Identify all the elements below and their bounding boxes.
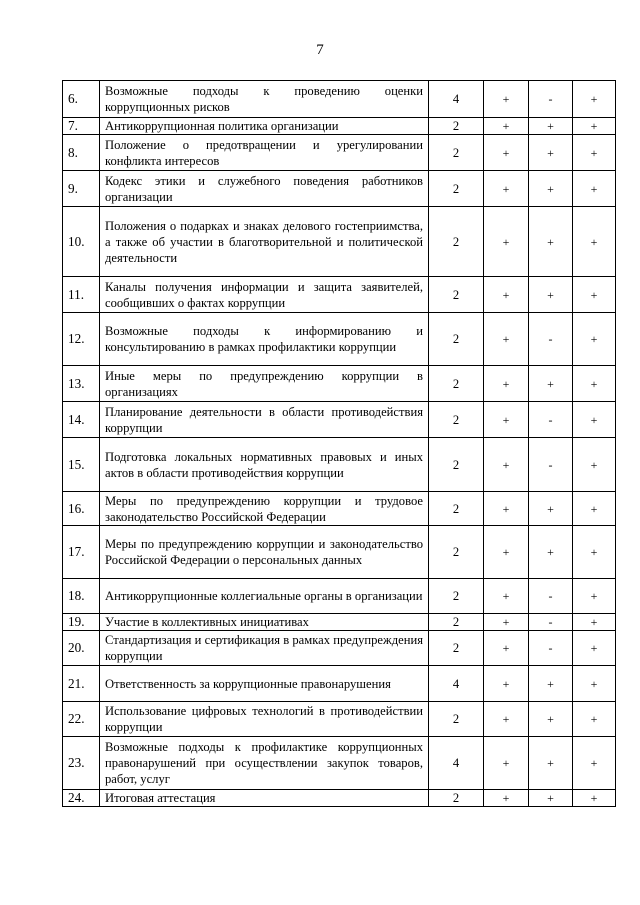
mark-cell-a: + [484, 171, 529, 207]
mark-cell-a: + [484, 313, 529, 366]
row-number: 14. [63, 402, 100, 438]
row-number: 23. [63, 737, 100, 790]
table-row [63, 614, 616, 631]
mark-cell-c: + [573, 666, 616, 702]
mark-cell-c: + [573, 366, 616, 402]
row-number: 24. [63, 790, 100, 807]
table-row [63, 313, 616, 366]
row-number: 10. [63, 207, 100, 277]
topic-name: Подготовка локальных нормативных правовых и иных актов в области противодействия коррупции [100, 438, 429, 492]
mark-cell-a: + [484, 702, 529, 737]
mark-cell-c: + [573, 526, 616, 579]
table-row [63, 207, 616, 277]
row-number: 9. [63, 171, 100, 207]
row-number: 7. [63, 118, 100, 135]
mark-cell-b: + [529, 118, 573, 135]
hours-cell: 2 [429, 492, 484, 526]
hours-cell: 2 [429, 402, 484, 438]
mark-cell-b: + [529, 737, 573, 790]
row-number: 17. [63, 526, 100, 579]
mark-cell-c: + [573, 492, 616, 526]
hours-cell: 2 [429, 790, 484, 807]
mark-cell-c: + [573, 118, 616, 135]
mark-cell-c: + [573, 402, 616, 438]
topic-name: Положение о предотвращении и урегулировании конфликта интересов [100, 135, 429, 171]
mark-cell-c: + [573, 438, 616, 492]
hours-cell: 4 [429, 666, 484, 702]
hours-cell: 4 [429, 81, 484, 118]
mark-cell-a: + [484, 277, 529, 313]
mark-cell-b: - [529, 438, 573, 492]
hours-cell: 2 [429, 631, 484, 666]
table-row [63, 702, 616, 737]
hours-cell: 2 [429, 171, 484, 207]
hours-cell: 2 [429, 702, 484, 737]
mark-cell-a: + [484, 737, 529, 790]
mark-cell-c: + [573, 313, 616, 366]
mark-cell-c: + [573, 737, 616, 790]
table-row [63, 118, 616, 135]
row-number: 20. [63, 631, 100, 666]
table-row [63, 277, 616, 313]
mark-cell-b: + [529, 171, 573, 207]
topic-name: Антикоррупционные коллегиальные органы в организации [100, 579, 429, 614]
table-row [63, 666, 616, 702]
row-number: 16. [63, 492, 100, 526]
mark-cell-b: + [529, 492, 573, 526]
table-row [63, 402, 616, 438]
topic-name: Возможные подходы к информированию и консультированию в рамках профилактики коррупции [100, 313, 429, 366]
mark-cell-c: + [573, 614, 616, 631]
mark-cell-a: + [484, 402, 529, 438]
topic-name: Меры по предупреждению коррупции и трудовое законодательство Российской Федерации [100, 492, 429, 526]
mark-cell-c: + [573, 171, 616, 207]
mark-cell-b: + [529, 207, 573, 277]
mark-cell-a: + [484, 81, 529, 118]
table-row [63, 631, 616, 666]
topic-name: Антикоррупционная политика организации [100, 118, 429, 135]
mark-cell-c: + [573, 579, 616, 614]
program-table [62, 80, 616, 807]
mark-cell-c: + [573, 790, 616, 807]
hours-cell: 2 [429, 135, 484, 171]
mark-cell-b: - [529, 313, 573, 366]
topic-name: Участие в коллективных инициативах [100, 614, 429, 631]
hours-cell: 2 [429, 118, 484, 135]
hours-cell: 2 [429, 313, 484, 366]
topic-name: Каналы получения информации и защита заявителей, сообщивших о фактах коррупции [100, 277, 429, 313]
mark-cell-b: + [529, 666, 573, 702]
mark-cell-a: + [484, 790, 529, 807]
row-number: 6. [63, 81, 100, 118]
mark-cell-a: + [484, 666, 529, 702]
mark-cell-b: - [529, 614, 573, 631]
mark-cell-b: + [529, 277, 573, 313]
row-number: 18. [63, 579, 100, 614]
mark-cell-b: - [529, 402, 573, 438]
hours-cell: 2 [429, 579, 484, 614]
topic-name: Иные меры по предупреждению коррупции в организациях [100, 366, 429, 402]
table-row [63, 526, 616, 579]
mark-cell-c: + [573, 702, 616, 737]
mark-cell-a: + [484, 135, 529, 171]
mark-cell-b: - [529, 579, 573, 614]
hours-cell: 2 [429, 614, 484, 631]
mark-cell-c: + [573, 135, 616, 171]
mark-cell-a: + [484, 614, 529, 631]
mark-cell-a: + [484, 366, 529, 402]
hours-cell: 2 [429, 526, 484, 579]
table-row [63, 171, 616, 207]
mark-cell-a: + [484, 207, 529, 277]
mark-cell-a: + [484, 492, 529, 526]
mark-cell-b: + [529, 526, 573, 579]
row-number: 22. [63, 702, 100, 737]
mark-cell-a: + [484, 526, 529, 579]
mark-cell-b: + [529, 790, 573, 807]
hours-cell: 2 [429, 438, 484, 492]
table-row [63, 737, 616, 790]
table-row [63, 579, 616, 614]
row-number: 21. [63, 666, 100, 702]
mark-cell-b: + [529, 135, 573, 171]
hours-cell: 2 [429, 366, 484, 402]
row-number: 12. [63, 313, 100, 366]
hours-cell: 2 [429, 277, 484, 313]
topic-name: Ответственность за коррупционные правонарушения [100, 666, 429, 702]
topic-name: Положения о подарках и знаках делового гостеприимства, а также об участии в благотворительной и политической деятельности [100, 207, 429, 277]
hours-cell: 2 [429, 207, 484, 277]
mark-cell-a: + [484, 579, 529, 614]
mark-cell-a: + [484, 118, 529, 135]
hours-cell: 4 [429, 737, 484, 790]
mark-cell-c: + [573, 81, 616, 118]
mark-cell-b: - [529, 81, 573, 118]
mark-cell-a: + [484, 438, 529, 492]
mark-cell-c: + [573, 277, 616, 313]
table-row [63, 492, 616, 526]
row-number: 13. [63, 366, 100, 402]
topic-name: Кодекс этики и служебного поведения работников организации [100, 171, 429, 207]
row-number: 8. [63, 135, 100, 171]
mark-cell-b: + [529, 366, 573, 402]
topic-name: Стандартизация и сертификация в рамках предупреждения коррупции [100, 631, 429, 666]
topic-name: Меры по предупреждению коррупции и законодательство Российской Федерации о персональных данных [100, 526, 429, 579]
topic-name: Итоговая аттестация [100, 790, 429, 807]
mark-cell-c: + [573, 631, 616, 666]
table-row [63, 366, 616, 402]
topic-name: Возможные подходы к профилактике коррупционных правонарушений при осуществлении закупок товаров, работ, услуг [100, 737, 429, 790]
row-number: 11. [63, 277, 100, 313]
topic-name: Использование цифровых технологий в противодействии коррупции [100, 702, 429, 737]
table-row [63, 135, 616, 171]
topic-name: Возможные подходы к проведению оценки коррупционных рисков [100, 81, 429, 118]
mark-cell-b: + [529, 702, 573, 737]
row-number: 15. [63, 438, 100, 492]
page-number: 7 [316, 42, 324, 58]
mark-cell-c: + [573, 207, 616, 277]
table-row [63, 790, 616, 807]
topic-name: Планирование деятельности в области противодействия коррупции [100, 402, 429, 438]
table-row [63, 81, 616, 118]
mark-cell-b: - [529, 631, 573, 666]
table-row [63, 438, 616, 492]
row-number: 19. [63, 614, 100, 631]
mark-cell-a: + [484, 631, 529, 666]
